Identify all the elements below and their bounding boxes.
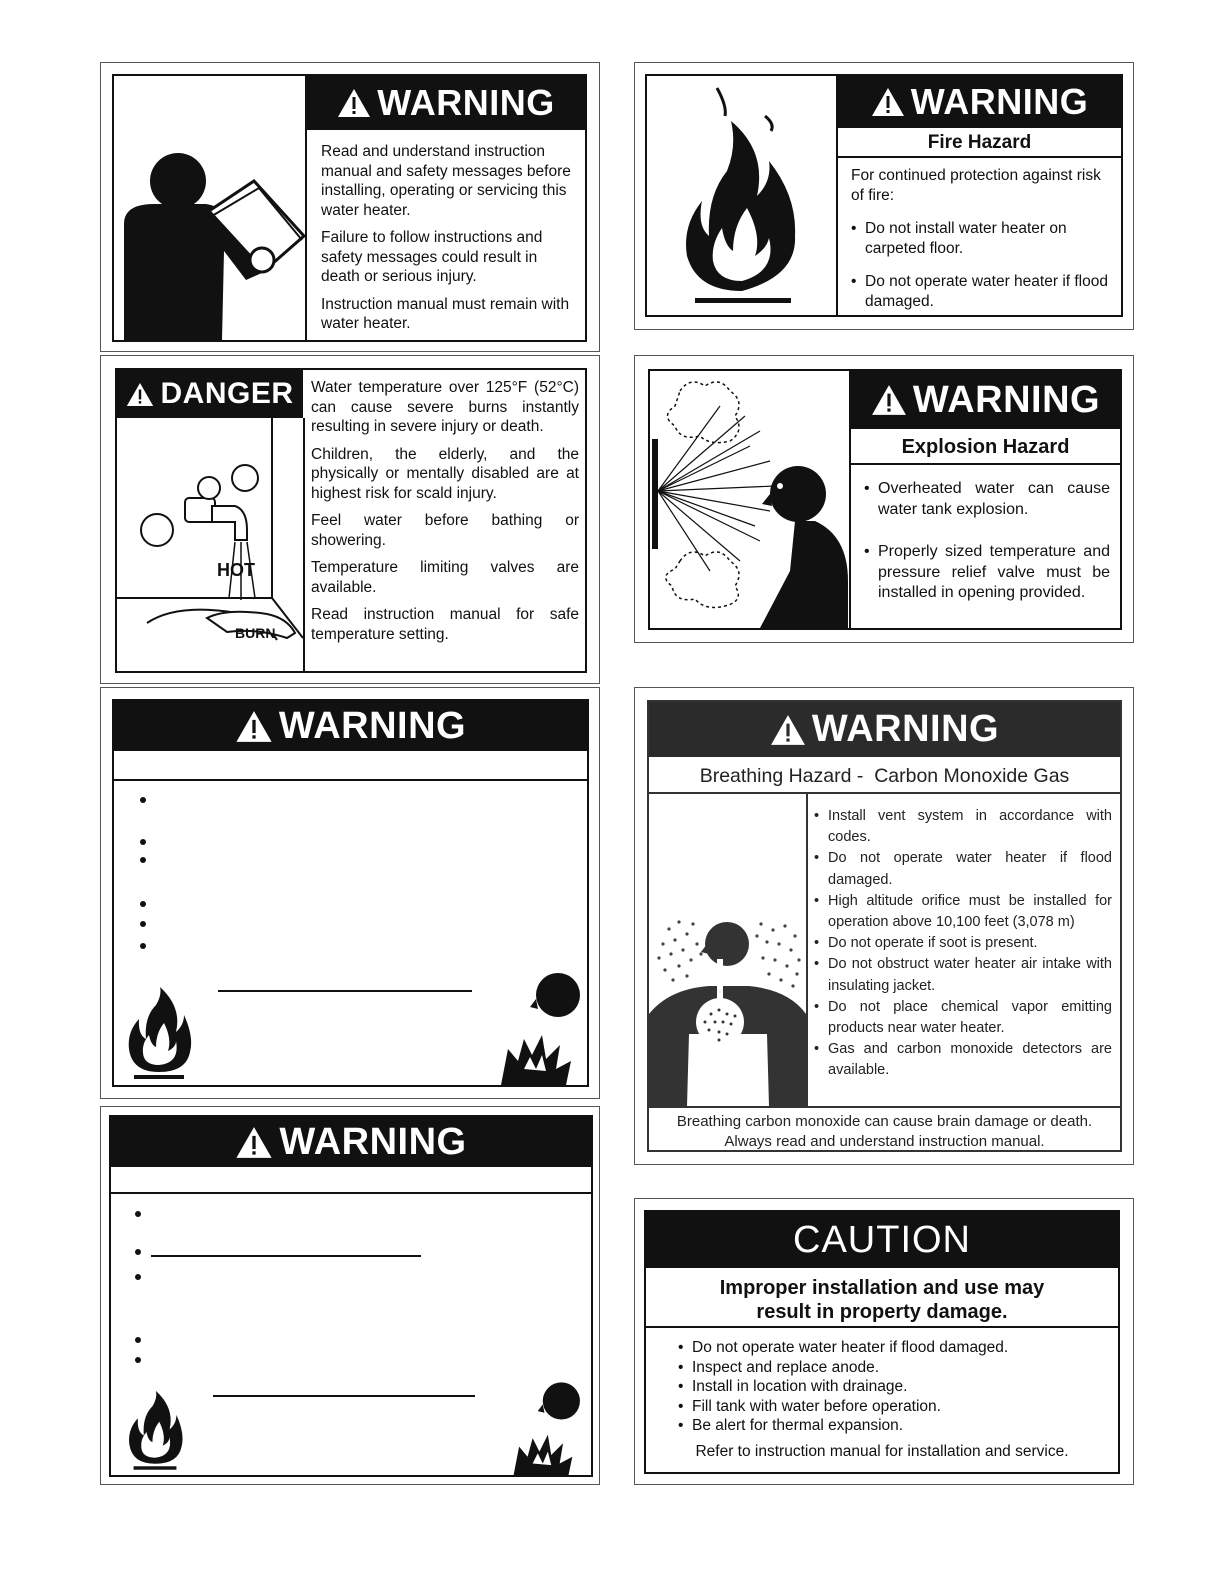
bullet-item: • Do not operate water heater if flood damaged. bbox=[814, 848, 1112, 890]
blank-underline bbox=[213, 1395, 475, 1397]
bullet-dot bbox=[140, 921, 146, 927]
explosion-person-icon bbox=[507, 1379, 587, 1477]
bullet-item: • Properly sized temperature and pressure relief valve must be installed in opening provided. bbox=[864, 542, 1110, 604]
bullet-dot bbox=[135, 1274, 141, 1280]
label-header: CAUTION bbox=[646, 1212, 1118, 1268]
label-fire bbox=[645, 74, 1123, 317]
bullet-item: • High altitude orifice must be installed for operation above 10,100 feet (3,078 m) bbox=[814, 891, 1112, 933]
blank-subheader bbox=[114, 751, 587, 781]
label-blank-warning-1 bbox=[112, 699, 589, 1087]
label-read-manual-frame bbox=[100, 62, 600, 352]
header-text: WARNING bbox=[279, 1120, 467, 1163]
explosion-image bbox=[650, 371, 851, 628]
bullet-item: • Do not operate if soot is present. bbox=[814, 933, 1112, 954]
paragraph: Read and understand instruction manual and safety messages before installing, operating or servicing this water heater. bbox=[321, 143, 571, 219]
co-person-image bbox=[649, 794, 808, 1106]
label-header bbox=[111, 1117, 591, 1167]
label-subheader: Explosion Hazard bbox=[851, 431, 1120, 465]
label-danger bbox=[115, 368, 587, 673]
bullet-dot bbox=[135, 1357, 141, 1363]
warning-triangle-icon bbox=[871, 87, 905, 117]
warning-triangle-icon bbox=[770, 714, 806, 746]
bullet-item: • Fill tank with water before operation. bbox=[678, 1397, 1098, 1417]
label-read-manual bbox=[112, 74, 587, 342]
warning-triangle-icon bbox=[235, 710, 273, 743]
label-subheader: Fire Hazard bbox=[838, 130, 1121, 158]
label-footer: Breathing carbon monoxide can cause brain damage or death. Always read and understand instruction manual. bbox=[649, 1106, 1120, 1150]
paragraph: Water temperature over 125°F (52°C) can cause severe burns instantly resulting in severe injury or death. bbox=[311, 379, 579, 435]
fire-icon bbox=[125, 1389, 185, 1475]
label-header bbox=[649, 702, 1120, 757]
explosion-person-icon bbox=[496, 969, 586, 1085]
scald-image bbox=[117, 418, 305, 671]
header-text: DANGER bbox=[160, 377, 294, 410]
label-body bbox=[851, 166, 1113, 311]
bullet-item: • Overheated water can cause water tank explosion. bbox=[864, 479, 1110, 520]
bullet-dot bbox=[135, 1249, 141, 1255]
paragraph: Children, the elderly, and the physically or mentally disabled are at highest risk for scald injury. bbox=[311, 445, 579, 502]
warning-triangle-icon bbox=[235, 1126, 273, 1159]
blank-underline bbox=[218, 990, 472, 992]
label-fire-frame bbox=[634, 62, 1134, 330]
fire-image bbox=[647, 76, 838, 315]
header-text: WARNING bbox=[377, 82, 555, 123]
label-subheader: Improper installation and use may result in property damage. bbox=[646, 1270, 1118, 1328]
label-explosion-frame bbox=[634, 355, 1134, 643]
warning-triangle-icon bbox=[126, 382, 154, 407]
bullet-dot bbox=[140, 901, 146, 907]
label-caution-frame bbox=[634, 1198, 1134, 1485]
header-text: WARNING bbox=[811, 708, 1000, 750]
label-caution bbox=[644, 1210, 1120, 1474]
blank-underline bbox=[151, 1255, 421, 1257]
label-carbon-monoxide-frame bbox=[634, 687, 1134, 1165]
intro-text: For continued protection against risk of fire: bbox=[851, 167, 1101, 204]
label-header bbox=[117, 370, 303, 418]
warning-triangle-icon bbox=[337, 88, 371, 118]
reading-person-image bbox=[114, 76, 307, 340]
hot-text: HOT bbox=[217, 560, 255, 580]
label-subheader: Breathing Hazard - Carbon Monoxide Gas bbox=[649, 760, 1120, 794]
blank-subheader bbox=[111, 1167, 591, 1194]
fire-icon bbox=[124, 987, 194, 1083]
bullet-item: • Do not obstruct water heater air intake with insulating jacket. bbox=[814, 954, 1112, 996]
bullet-item: • Do not place chemical vapor emitting products near water heater. bbox=[814, 997, 1112, 1039]
bullet-dot bbox=[135, 1211, 141, 1217]
bullet-item: • Do not install water heater on carpeted floor. bbox=[851, 219, 1113, 258]
burn-text: BURN bbox=[235, 625, 276, 641]
label-body bbox=[864, 479, 1110, 604]
label-header bbox=[838, 76, 1121, 128]
bullet-dot bbox=[140, 839, 146, 845]
bullet-item: • Gas and carbon monoxide detectors are available. bbox=[814, 1039, 1112, 1081]
paragraph: Instruction manual must remain with water heater. bbox=[321, 295, 570, 332]
bullet-item: • Do not operate water heater if flood damaged. bbox=[851, 272, 1113, 311]
bullet-item: • Do not operate water heater if flood damaged. bbox=[678, 1338, 1098, 1358]
label-carbon-monoxide bbox=[647, 700, 1122, 1152]
bullet-item: • Install vent system in accordance with codes. bbox=[814, 806, 1112, 848]
bullet-dot bbox=[140, 943, 146, 949]
label-blank-warning-1-frame bbox=[100, 687, 600, 1099]
bullet-item: • Inspect and replace anode. bbox=[678, 1358, 1098, 1378]
bullet-dot bbox=[135, 1337, 141, 1343]
label-body bbox=[814, 806, 1112, 1082]
bullet-dot bbox=[140, 857, 146, 863]
warning-triangle-icon bbox=[871, 384, 907, 416]
label-footer: Refer to instruction manual for installation and service. bbox=[695, 1443, 1069, 1460]
paragraph: Feel water before bathing or showering. bbox=[311, 512, 579, 549]
header-text: WARNING bbox=[912, 378, 1101, 421]
paragraph: Read instruction manual for safe temperature setting. bbox=[311, 606, 579, 643]
label-blank-warning-2 bbox=[109, 1115, 593, 1477]
header-text: WARNING bbox=[910, 81, 1089, 122]
label-body bbox=[678, 1338, 1098, 1436]
label-blank-warning-2-frame bbox=[100, 1106, 600, 1485]
label-body bbox=[321, 142, 579, 342]
bullet-item: • Install in location with drainage. bbox=[678, 1377, 1098, 1397]
label-header bbox=[307, 76, 585, 130]
bullet-dot bbox=[140, 797, 146, 803]
paragraph: Temperature limiting valves are available. bbox=[311, 559, 579, 596]
label-header bbox=[114, 701, 587, 751]
label-explosion bbox=[648, 369, 1122, 630]
header-text: WARNING bbox=[278, 704, 467, 747]
bullet-item: • Be alert for thermal expansion. bbox=[678, 1416, 1098, 1436]
label-danger-frame bbox=[100, 355, 600, 684]
paragraph: Failure to follow instructions and safety messages could result in death or serious injury. bbox=[321, 229, 543, 285]
label-body bbox=[311, 378, 579, 644]
label-header bbox=[851, 371, 1120, 429]
